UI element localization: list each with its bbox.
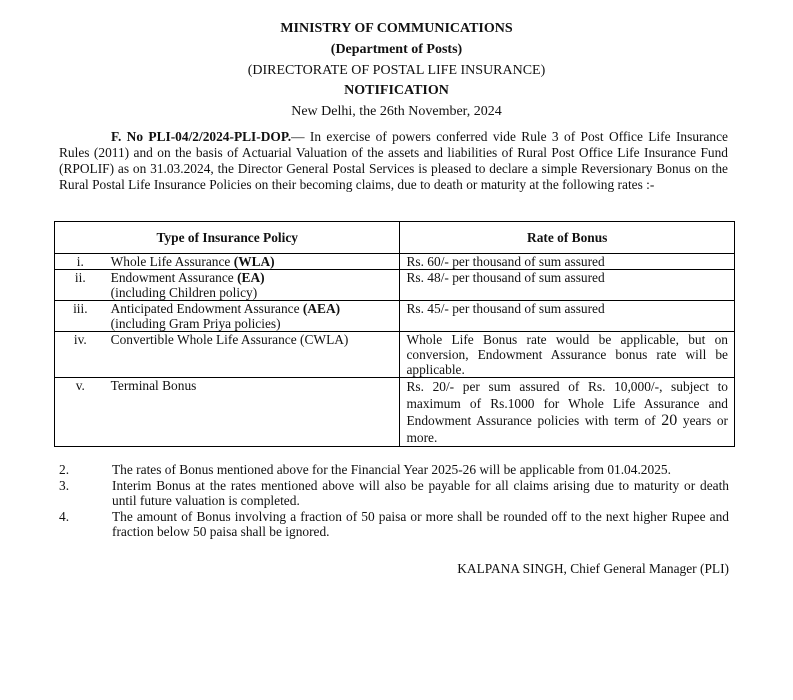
signature: KALPANA SINGH, Chief General Manager (PLI) [457, 561, 729, 576]
table-header-row [55, 222, 735, 254]
list-item [59, 478, 729, 509]
table-row [55, 301, 735, 332]
list-item [59, 509, 729, 540]
rate-cell: Rs. 60/- per thousand of sum assured [400, 254, 735, 270]
policy-cell: Anticipated Endowment Assurance (AEA) (including Gram Priya policies) [106, 301, 400, 332]
note-text: Interim Bonus at the rates mentioned above will also be payable for all claims arising due to maturity or death until future valuation is completed. [112, 477, 729, 508]
file-number: F. No PLI-04/2/2024-PLI-DOP. [111, 129, 292, 144]
rate-cell: Rs. 48/- per thousand of sum assured [400, 270, 735, 301]
list-item [59, 462, 729, 478]
table-row [55, 378, 735, 447]
note-number: 3. [59, 477, 70, 493]
notification-heading: NOTIFICATION [344, 83, 449, 98]
row-number: ii. [55, 270, 106, 301]
note-text: The amount of Bonus involving a fraction of 50 paisa or more shall be rounded off to the next higher Rupee and fraction below 50 paisa shall be ignored. [112, 508, 729, 539]
policy-cell: Terminal Bonus [106, 378, 400, 447]
table-row [55, 254, 735, 270]
note-number: 2. [59, 462, 70, 477]
rate-cell: Rs. 45/- per thousand of sum assured [400, 301, 735, 332]
ministry-title: MINISTRY OF COMMUNICATIONS [280, 21, 513, 36]
row-number: v. [55, 378, 106, 447]
policy-cell: Convertible Whole Life Assurance (CWLA) [106, 332, 400, 378]
directorate-title: (DIRECTORATE OF POSTAL LIFE INSURANCE) [247, 63, 546, 78]
column-header-rate: Rate of Bonus [400, 222, 735, 254]
policy-cell: Whole Life Assurance (WLA) [106, 254, 400, 270]
row-number: iv. [55, 332, 106, 378]
column-header-policy: Type of Insurance Policy [55, 222, 400, 254]
intro-paragraph [59, 129, 728, 193]
bonus-table [54, 221, 735, 447]
row-number: iii. [55, 301, 106, 332]
department-title: (Department of Posts) [330, 42, 463, 57]
rate-cell: Whole Life Bonus rate would be applicable, but on conversion, Endowment Assurance bonus rate will be applicable. [400, 332, 735, 378]
table-row [55, 332, 735, 378]
rate-cell: Rs. 20/- per sum assured of Rs. 10,000/-, subject to maximum of Rs.1000 for Whole Life Assurance and Endowment Assurance policies with term of 20 years or more. [400, 378, 735, 447]
place-date: New Delhi, the 26th November, 2024 [291, 104, 502, 119]
intro-text: — In exercise of powers conferred vide Rule 3 of Post Office Life Insurance Rules (2011) and on the basis of Actuarial Valuation of the assets and liabilities of Rural Post Office Life Insurance Fund (RPOLIF) as on 31.03.2024, the Director General Postal Services is pleased to declare a simple Reversionary Bonus on the Rural Postal Life Insurance Policies on their becoming claims, due to death or maturity at the following rates :- [59, 129, 728, 192]
table-row [55, 270, 735, 301]
row-number: i. [55, 254, 106, 270]
policy-cell: Endowment Assurance (EA) (including Children policy) [106, 270, 400, 301]
note-text: The rates of Bonus mentioned above for the Financial Year 2025-26 will be applicable from 01.04.2025. [112, 462, 671, 477]
notes-list [59, 462, 729, 540]
note-number: 4. [59, 508, 70, 524]
